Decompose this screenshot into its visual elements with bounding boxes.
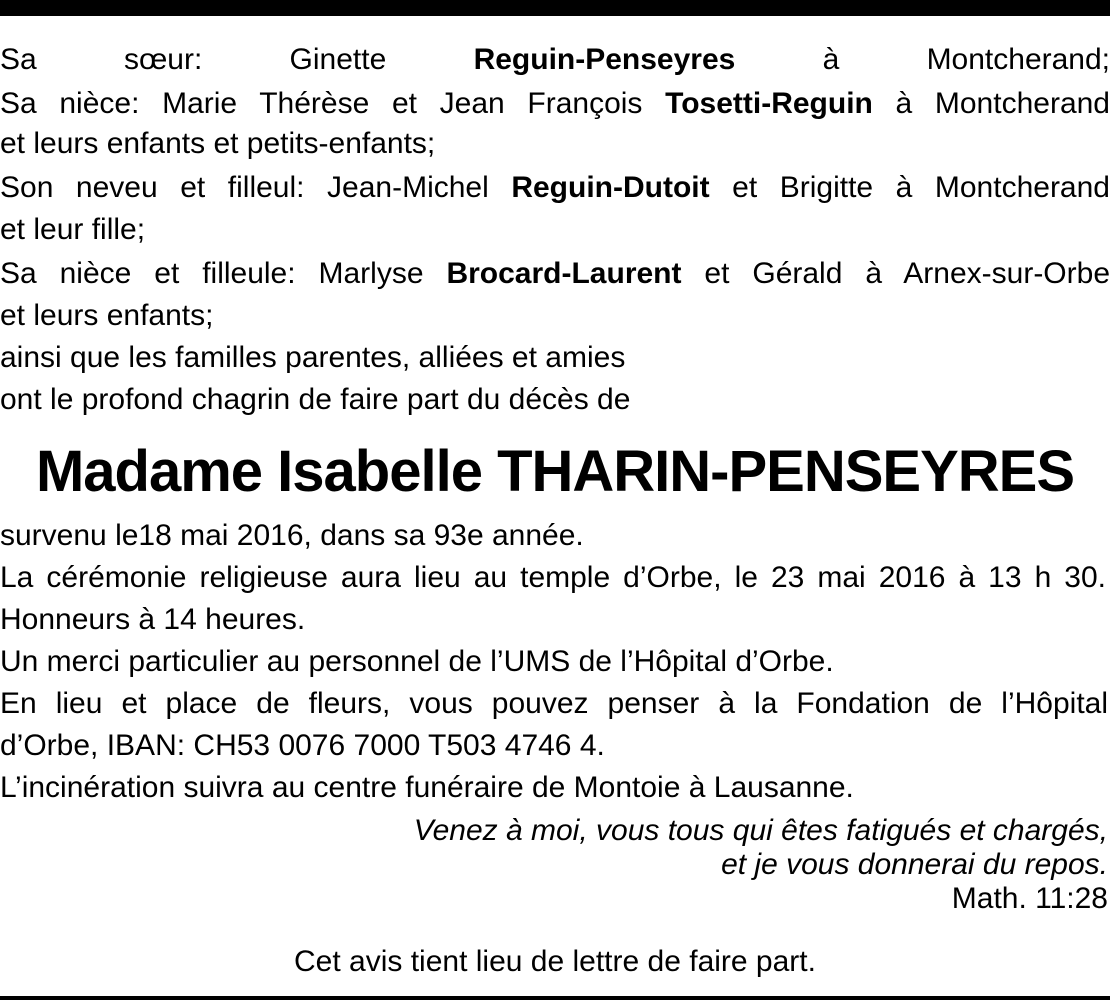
family-list — [0, 258, 1110, 289]
verse-reference: Math. 11:28 — [951, 882, 1108, 915]
details-line: survenu le18 mai 2016, dans sa 93e année. — [0, 519, 584, 552]
details-line: Un merci particulier au personnel de l’UMS de l’Hôpital d’Orbe. — [0, 645, 834, 678]
details-line: La cérémonie religieuse aura lieu au temple d’Orbe, le 23 mai 2016 à 13 h 30. — [0, 561, 1106, 594]
family-text: à Montcherand — [872, 87, 1110, 120]
family-name: Brocard-Laurent — [446, 257, 682, 290]
family-line — [0, 172, 1110, 203]
verse-line: Venez à moi, vous tous qui êtes fatigués et chargés, — [413, 814, 1108, 847]
family-list — [0, 300, 1110, 331]
details-line: d’Orbe, IBAN: CH53 0076 7000 T503 4746 4. — [0, 729, 605, 762]
family-line — [0, 88, 1110, 119]
family-line — [0, 44, 1110, 75]
family-line: et leurs enfants et petits-enfants; — [0, 127, 436, 160]
family-name: Reguin-Penseyres — [473, 43, 736, 76]
bible-verse — [414, 814, 1108, 916]
deceased-name: Madame Isabelle THARIN-PENSEYRES — [35, 439, 1075, 504]
family-list — [0, 342, 1110, 373]
family-text: Son neveu et filleul: Jean-Michel — [0, 171, 512, 204]
family-line — [0, 258, 1110, 289]
family-list — [0, 44, 1110, 75]
family-line: et leurs enfants; — [0, 299, 214, 332]
family-line: et leur fille; — [0, 213, 146, 246]
bottom-rule — [0, 996, 1110, 1000]
family-text: et Brigitte à Montcherand — [709, 171, 1110, 204]
family-list — [0, 128, 1110, 159]
details-line: Honneurs à 14 heures. — [0, 603, 306, 636]
family-list — [0, 384, 1110, 415]
family-list — [0, 172, 1110, 203]
family-list — [0, 88, 1110, 119]
family-line: ainsi que les familles parentes, alliées et amies — [0, 341, 626, 374]
family-name: Reguin-Dutoit — [511, 171, 710, 204]
family-line: ont le profond chagrin de faire part du décès de — [0, 383, 631, 416]
family-text: à Montcherand; — [735, 43, 1110, 76]
family-text: Sa nièce: Marie Thérèse et Jean François — [0, 87, 666, 120]
verse-line: et je vous donnerai du repos. — [721, 848, 1108, 881]
closing-note: Cet avis tient lieu de lettre de faire part. — [294, 945, 816, 978]
family-text: et Gérald à Arnex-sur-Orbe — [681, 257, 1110, 290]
top-rule — [0, 0, 1110, 16]
family-text: Sa sœur: Ginette — [0, 43, 474, 76]
details-line: L’incinération suivra au centre funéraire de Montoie à Lausanne. — [0, 771, 854, 804]
details-line: En lieu et place de fleurs, vous pouvez penser à la Fondation de l’Hôpital — [0, 687, 1108, 720]
family-list — [0, 214, 1110, 245]
family-text: Sa nièce et filleule: Marlyse — [0, 257, 447, 290]
family-name: Tosetti-Reguin — [665, 87, 873, 120]
